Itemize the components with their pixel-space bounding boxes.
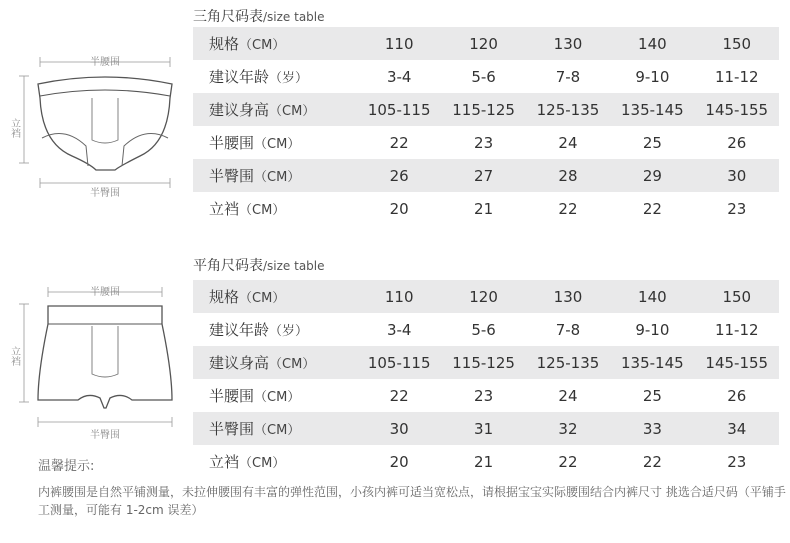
table-cell: 21 (474, 452, 494, 471)
row-label: 半臀围（CM） (209, 167, 301, 185)
briefs-diagram (10, 48, 180, 203)
table-cell: 22 (558, 199, 578, 218)
boxers-diagram (10, 282, 180, 447)
table-cell: 135-145 (621, 100, 684, 119)
table-cell: 110 (384, 287, 414, 306)
table-row (193, 412, 779, 445)
row-label: 半腰围（CM） (209, 387, 301, 405)
boxers-table-title (193, 255, 325, 275)
table-cell: 7-8 (555, 67, 581, 86)
waist-label: 半腰围 (90, 57, 120, 68)
table-cell: 9-10 (635, 67, 670, 86)
row-label: 半臀围（CM） (209, 420, 301, 438)
table-cell: 28 (558, 166, 578, 185)
table-cell: 120 (469, 287, 498, 306)
table-cell: 31 (474, 419, 494, 438)
table-cell: 125-135 (536, 353, 600, 372)
table-cell: 23 (727, 452, 747, 471)
table-cell: 27 (474, 166, 494, 185)
table-cell: 26 (727, 133, 747, 152)
leg-label: 半臀围 (90, 188, 120, 199)
table-cell: 130 (553, 34, 583, 53)
table-cell: 11-12 (714, 67, 759, 86)
table-cell: 33 (642, 419, 662, 438)
title-cn: 平角尺码表 (193, 258, 263, 274)
table-row (193, 313, 779, 346)
table-cell: 105-115 (367, 100, 431, 119)
row-label: 建议年龄（岁） (209, 321, 309, 339)
table-row (193, 27, 779, 60)
title-cn: 三角尺码表 (193, 9, 263, 25)
row-label: 建议身高（CM） (209, 354, 316, 372)
title-en: /size table (263, 259, 325, 273)
table-cell: 3-4 (386, 320, 412, 339)
waist-label: 半腰围 (90, 287, 120, 298)
table-row (193, 60, 779, 93)
table-cell: 11-12 (714, 320, 759, 339)
table-cell: 145-155 (705, 353, 769, 372)
tips-title: 温馨提示: (38, 459, 95, 474)
table-cell: 135-145 (621, 353, 684, 372)
table-cell: 125-135 (536, 100, 600, 119)
table-row (193, 379, 779, 412)
briefs-table-title (193, 6, 325, 26)
table-cell: 20 (389, 199, 409, 218)
row-label: 立裆（CM） (209, 453, 286, 471)
table-cell: 29 (642, 166, 662, 185)
leg-label: 半臀围 (90, 430, 120, 441)
boxers-outline (38, 306, 172, 408)
table-row (193, 445, 779, 478)
table-cell: 150 (722, 287, 752, 306)
table-cell: 5-6 (471, 320, 496, 339)
table-cell: 26 (727, 386, 747, 405)
briefs-outline (38, 77, 172, 170)
table-cell: 140 (638, 287, 667, 306)
table-cell: 23 (474, 133, 494, 152)
table-cell: 24 (558, 386, 578, 405)
row-label: 立裆（CM） (209, 200, 286, 218)
row-label: 半腰围（CM） (209, 134, 301, 152)
table-cell: 22 (389, 386, 409, 405)
table-cell: 3-4 (386, 67, 412, 86)
boxers-size-table (193, 280, 779, 478)
table-cell: 21 (474, 199, 494, 218)
title-en: /size table (263, 10, 325, 24)
table-cell: 25 (642, 386, 662, 405)
table-cell: 22 (558, 452, 578, 471)
table-cell: 5-6 (471, 67, 496, 86)
tips-text: 内裤腰围是自然平铺测量，未拉伸腰围有丰富的弹性范围，小孩内裤可适当宽松点，请根据宝宝实际腰围结合内裤尺寸 挑选合适尺码（平铺手工测量，可能有 1-2cm 误差） (38, 485, 786, 517)
row-label: 规格（CM） (209, 288, 286, 306)
row-label: 规格（CM） (209, 35, 286, 53)
table-cell: 32 (558, 419, 578, 438)
table-cell: 22 (642, 199, 662, 218)
table-cell: 22 (642, 452, 662, 471)
row-label: 建议身高（CM） (209, 101, 316, 119)
table-cell: 115-125 (452, 100, 515, 119)
table-row (193, 93, 779, 126)
table-cell: 120 (469, 34, 498, 53)
table-cell: 140 (638, 34, 667, 53)
table-row (193, 280, 779, 313)
row-label: 建议年龄（岁） (209, 68, 309, 86)
table-cell: 9-10 (635, 320, 670, 339)
table-cell: 24 (558, 133, 578, 152)
table-cell: 130 (553, 287, 583, 306)
table-cell: 150 (722, 34, 752, 53)
height-label: 立裆 (8, 118, 20, 138)
table-cell: 26 (389, 166, 409, 185)
table-cell: 25 (642, 133, 662, 152)
table-cell: 30 (389, 419, 409, 438)
table-row (193, 192, 779, 225)
table-cell: 23 (474, 386, 494, 405)
table-cell: 145-155 (705, 100, 769, 119)
table-cell: 7-8 (555, 320, 581, 339)
table-row (193, 126, 779, 159)
table-cell: 23 (727, 199, 747, 218)
table-cell: 105-115 (367, 353, 431, 372)
table-row (193, 159, 779, 192)
table-cell: 110 (384, 34, 414, 53)
table-cell: 34 (727, 419, 747, 438)
table-cell: 115-125 (452, 353, 515, 372)
table-cell: 20 (389, 452, 409, 471)
table-row (193, 346, 779, 379)
briefs-size-table (193, 27, 779, 225)
table-cell: 22 (389, 133, 409, 152)
height-label: 立裆 (8, 346, 20, 366)
table-cell: 30 (727, 166, 747, 185)
